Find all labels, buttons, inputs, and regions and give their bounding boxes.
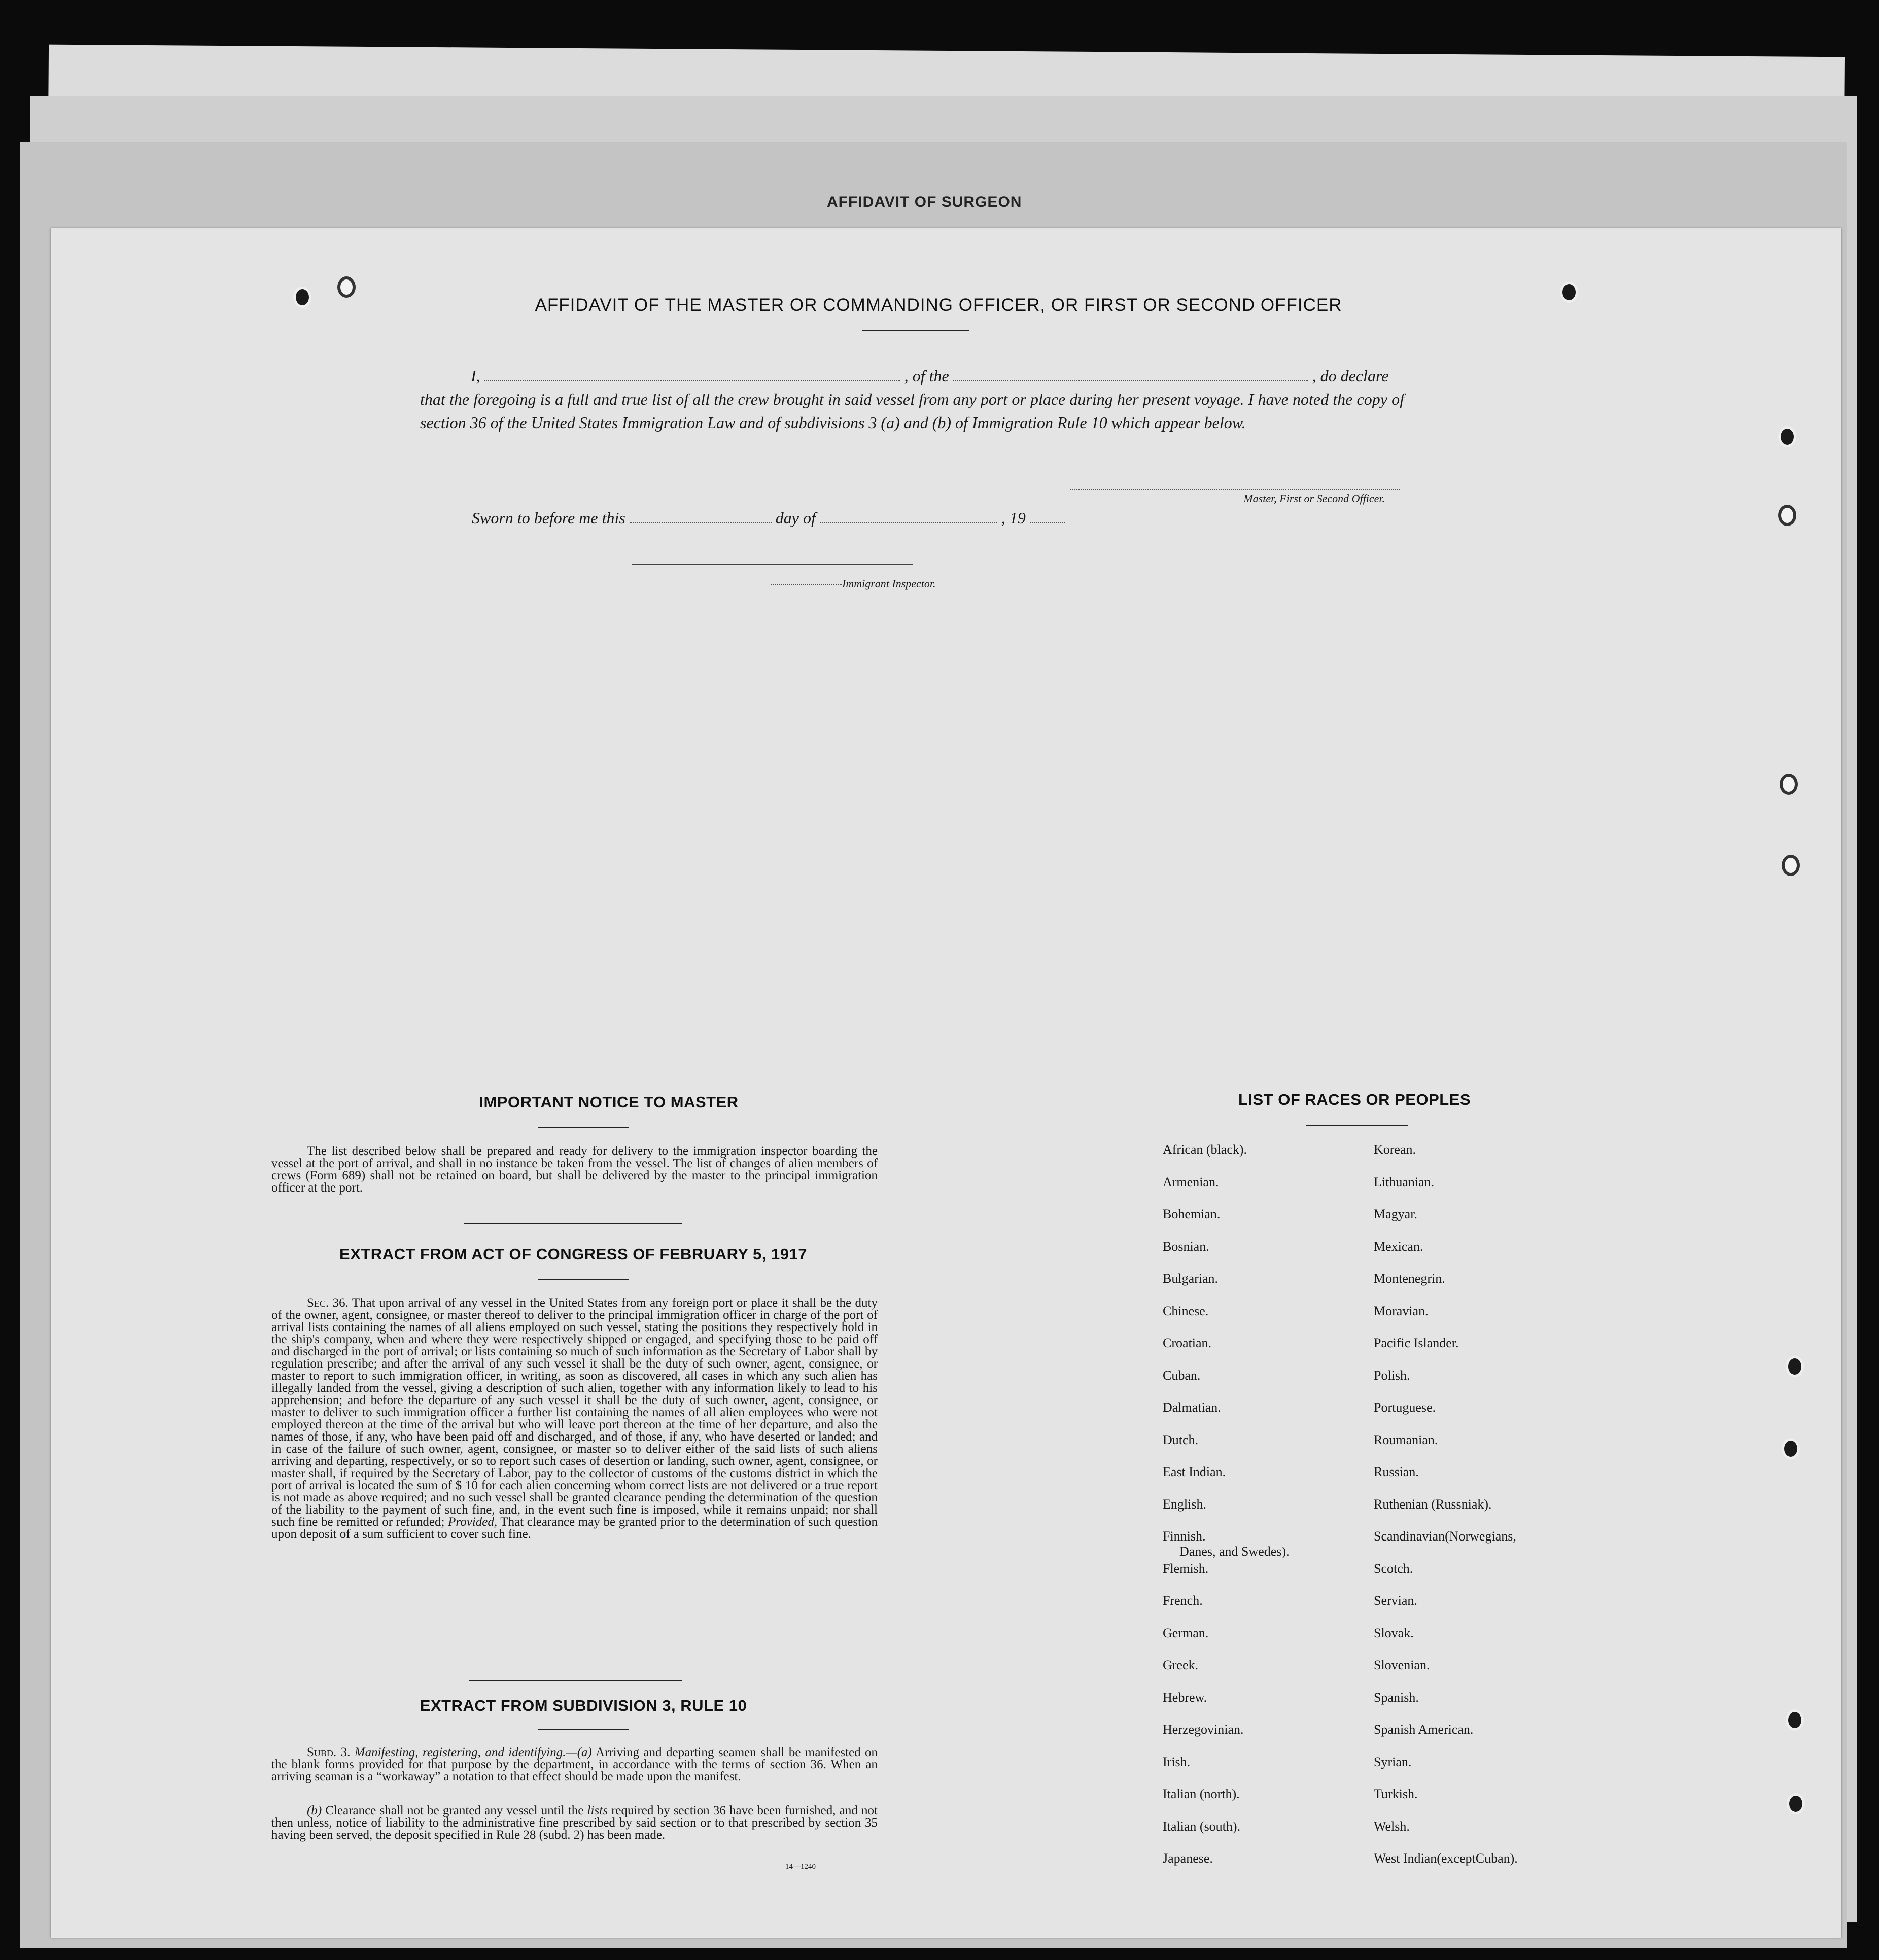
affidavit-title: AFFIDAVIT OF THE MASTER OR COMMANDING OFFICER, OR FIRST OR SECOND OFFICER xyxy=(535,295,1342,315)
punch-hole xyxy=(1782,855,1800,876)
heading-rule xyxy=(1306,1125,1408,1126)
punch-hole xyxy=(1778,426,1796,447)
rule10-heading: EXTRACT FROM SUBDIVISION 3, RULE 10 xyxy=(420,1697,747,1714)
race-item: Italian (north). xyxy=(1163,1787,1240,1801)
race-item: Syrian. xyxy=(1374,1754,1412,1769)
officer-signature-line xyxy=(1070,489,1400,490)
title-underline xyxy=(862,330,969,331)
day-blank xyxy=(630,508,772,523)
punch-hole xyxy=(1787,1793,1805,1814)
rule10-subdivision-a xyxy=(271,1746,878,1783)
race-item: Turkish. xyxy=(1374,1787,1418,1801)
declaration-body: that the foregoing is a full and true list of all the crew brought in said vessel from any port or place during her present voyage. I have noted the copy of section 36 of the United States Immigration Law and of subdivisions 3 (a) and (b) of Immigration Rule 10 which appear below. xyxy=(420,390,1404,432)
race-item: Korean. xyxy=(1374,1142,1416,1157)
race-item: Scandinavian(Norwegians, xyxy=(1374,1529,1516,1544)
vessel-blank xyxy=(953,366,1308,381)
punch-hole xyxy=(1782,1438,1800,1459)
section-body: That upon arrival of any vessel in the United States from any foreign port or place it shall be the duty of the owner, agent, consignee, or master thereof to deliver to the principal immigration officer in charge of the port of arrival lists containing the names of all aliens employed on such vessel, stating the positions they respectively hold in the ship's company, when and where they were respectively shipped or engaged, and specifying those to be paid off and discharged in the port of arrival; or lists containing so much of such information as the Secretary of Labor shall by regulation prescribe; and after the arrival of any such vessel it shall be the duty of such owner, agent, consignee, or master to report to such immigration officer, in writing, as soon as discovered, all cases in which any such alien has illegally landed from the vessel, giving a description of such alien, together with any information likely to lead to his apprehension; and before the departure of any such vessel it shall be the duty of such owner, agent, consignee, or master to deliver to such immigration officer a further list containing the names of all alien employees who were not employed thereon at the time of the arrival but who will leave port thereon at the time of her departure, and also the names of those, if any, who have been paid off and discharged, and of those, if any, who have deserted or landed; and in case of the failure of such owner, agent, consignee, or master so to deliver either of the said lists of such aliens arriving and departing, respectively, or so to report such cases of desertion or landing, such owner, agent, consignee, or master shall, if required by the Secretary of Labor, pay to the collector of customs of the customs district in which the port of arrival is located the sum of $ 10 for each alien concerning whom correct lists are not delivered or a true report is not made as above required; and no such vessel shall be granted clearance pending the determination of the question of the liability to the payment of such fine, and, in the event such fine is imposed, while it remains unpaid; nor shall such fine be remitted or refunded; xyxy=(271,1296,878,1529)
race-item: Flemish. xyxy=(1163,1561,1209,1576)
subdivision-b-label: (b) xyxy=(307,1804,322,1817)
race-item: Russian. xyxy=(1374,1464,1419,1479)
heading-rule xyxy=(538,1127,629,1128)
race-item: Spanish American. xyxy=(1374,1722,1474,1737)
subdivision-b-body-end: required by section 36 have been furnished, and not then unless, notice of liability to the administrative fine prescribed by said section or to that prescribed by section 35 having been served, the deposit specified in Rule 28 (subd. 2) has been made. xyxy=(271,1804,878,1842)
officer-signature-label: Master, First or Second Officer. xyxy=(1243,492,1385,505)
race-item: Japanese. xyxy=(1163,1851,1213,1866)
race-item: Hebrew. xyxy=(1163,1690,1207,1705)
race-item: Moravian. xyxy=(1374,1303,1429,1318)
heading-rule xyxy=(538,1729,629,1730)
race-item: Chinese. xyxy=(1163,1303,1209,1318)
day-of-label: day of xyxy=(775,509,816,527)
race-item: Roumanian. xyxy=(1374,1432,1438,1447)
sworn-line xyxy=(472,508,1065,528)
name-blank xyxy=(484,366,900,381)
race-item: Ruthenian (Russniak). xyxy=(1374,1496,1492,1512)
race-item: Croatian. xyxy=(1163,1336,1212,1350)
race-item: Italian (south). xyxy=(1163,1818,1241,1834)
section-separator xyxy=(464,1223,682,1224)
race-item: German. xyxy=(1163,1625,1209,1640)
race-item: Irish. xyxy=(1163,1754,1191,1769)
races-heading: LIST OF RACES OR PEOPLES xyxy=(1238,1091,1471,1108)
year-blank xyxy=(1030,508,1065,523)
race-item: Mexican. xyxy=(1374,1239,1423,1254)
inspector-dotted-line xyxy=(771,584,842,585)
race-item: Slovenian. xyxy=(1374,1658,1430,1672)
race-item: West Indian(exceptCuban). xyxy=(1374,1851,1518,1866)
race-item: Servian. xyxy=(1374,1593,1417,1608)
race-item: Welsh. xyxy=(1374,1818,1410,1834)
punch-hole xyxy=(1786,1709,1804,1731)
section-separator xyxy=(469,1680,682,1681)
form-number: 14—1240 xyxy=(785,1863,816,1871)
month-blank xyxy=(820,508,997,523)
race-item: Herzegovinian. xyxy=(1163,1722,1244,1737)
race-item: Montenegrin. xyxy=(1374,1271,1445,1286)
subdivision-label: Subd. 3. xyxy=(307,1745,351,1759)
section-body-end: That clearance may be granted prior to the determination of such question upon deposit of a sum sufficient to cover such fine. xyxy=(271,1515,878,1541)
race-item: Dutch. xyxy=(1163,1432,1199,1447)
i-label: I, xyxy=(471,367,480,385)
act-heading: EXTRACT FROM ACT OF CONGRESS OF FEBRUARY 5, 1917 xyxy=(339,1245,807,1263)
inspector-signature-label: Immigrant Inspector. xyxy=(842,577,936,590)
provided-word: Provided, xyxy=(448,1515,498,1529)
race-item: Dalmatian. xyxy=(1163,1400,1221,1415)
race-item: Bohemian. xyxy=(1163,1207,1221,1221)
race-item: Bosnian. xyxy=(1163,1239,1209,1254)
race-item: Slovak. xyxy=(1374,1625,1414,1640)
punch-hole xyxy=(293,287,311,308)
race-item: East Indian. xyxy=(1163,1464,1226,1479)
subdivision-b-body: Clearance shall not be granted any vessel until the xyxy=(325,1804,584,1817)
inspector-signature-line xyxy=(632,564,913,565)
punch-hole xyxy=(337,276,356,298)
race-item: Portuguese. xyxy=(1374,1400,1436,1415)
document-page xyxy=(51,228,1841,1938)
notice-text: The list described below shall be prepared and ready for delivery to the immigration inspector boarding the vessel at the port of arrival, and shall in no instance be taken from the vessel. The list of changes of alien members of crews (Form 689) shall not be retained on board, but shall be delivered by the master to the principal immigration officer at the port. xyxy=(271,1144,878,1195)
race-item: Spanish. xyxy=(1374,1690,1419,1705)
race-item: Scotch. xyxy=(1374,1561,1413,1576)
race-item: Magyar. xyxy=(1374,1207,1417,1221)
race-item: Finnish. xyxy=(1163,1529,1206,1544)
punch-hole xyxy=(1778,505,1796,526)
lists-word: lists xyxy=(587,1804,608,1817)
rule10-subdivision-b xyxy=(271,1805,878,1841)
race-item: Greek. xyxy=(1163,1658,1199,1672)
of-the-label: , of the xyxy=(904,367,949,385)
heading-rule xyxy=(538,1279,629,1280)
punch-hole xyxy=(1786,1356,1804,1377)
subdivision-a-body: Arriving and departing seamen shall be manifested on the blank forms provided for that purpose by the department, in accordance with the terms of section 36. When an arriving seaman is a “workaway” a notation to that effect should be made upon the manifest. xyxy=(271,1745,878,1783)
do-declare-label: , do declare xyxy=(1312,367,1389,385)
race-item: French. xyxy=(1163,1593,1203,1608)
race-item: Lithuanian. xyxy=(1374,1174,1435,1189)
declaration-line xyxy=(420,364,1404,388)
punch-hole xyxy=(1780,774,1798,795)
race-item: English. xyxy=(1163,1496,1206,1512)
year-label: , 19 xyxy=(1001,509,1026,527)
subdivision-title: Manifesting, registering, and identifying.—(a) xyxy=(354,1745,592,1759)
sworn-prefix: Sworn to before me this xyxy=(472,509,625,527)
race-item: Pacific Islander. xyxy=(1374,1336,1459,1350)
race-item: African (black). xyxy=(1163,1142,1247,1157)
race-item: Polish. xyxy=(1374,1368,1410,1383)
notice-heading: IMPORTANT NOTICE TO MASTER xyxy=(479,1093,739,1111)
punch-hole xyxy=(1560,282,1578,303)
surgeon-affidavit-title: AFFIDAVIT OF SURGEON xyxy=(827,194,1022,211)
race-item: Bulgarian. xyxy=(1163,1271,1219,1286)
race-item: Armenian. xyxy=(1163,1174,1219,1189)
act-section-36-text xyxy=(271,1297,878,1541)
section-label: Sec. 36. xyxy=(307,1296,349,1310)
race-item: Danes, and Swedes). xyxy=(1179,1544,1290,1559)
race-item: Cuban. xyxy=(1163,1368,1201,1383)
